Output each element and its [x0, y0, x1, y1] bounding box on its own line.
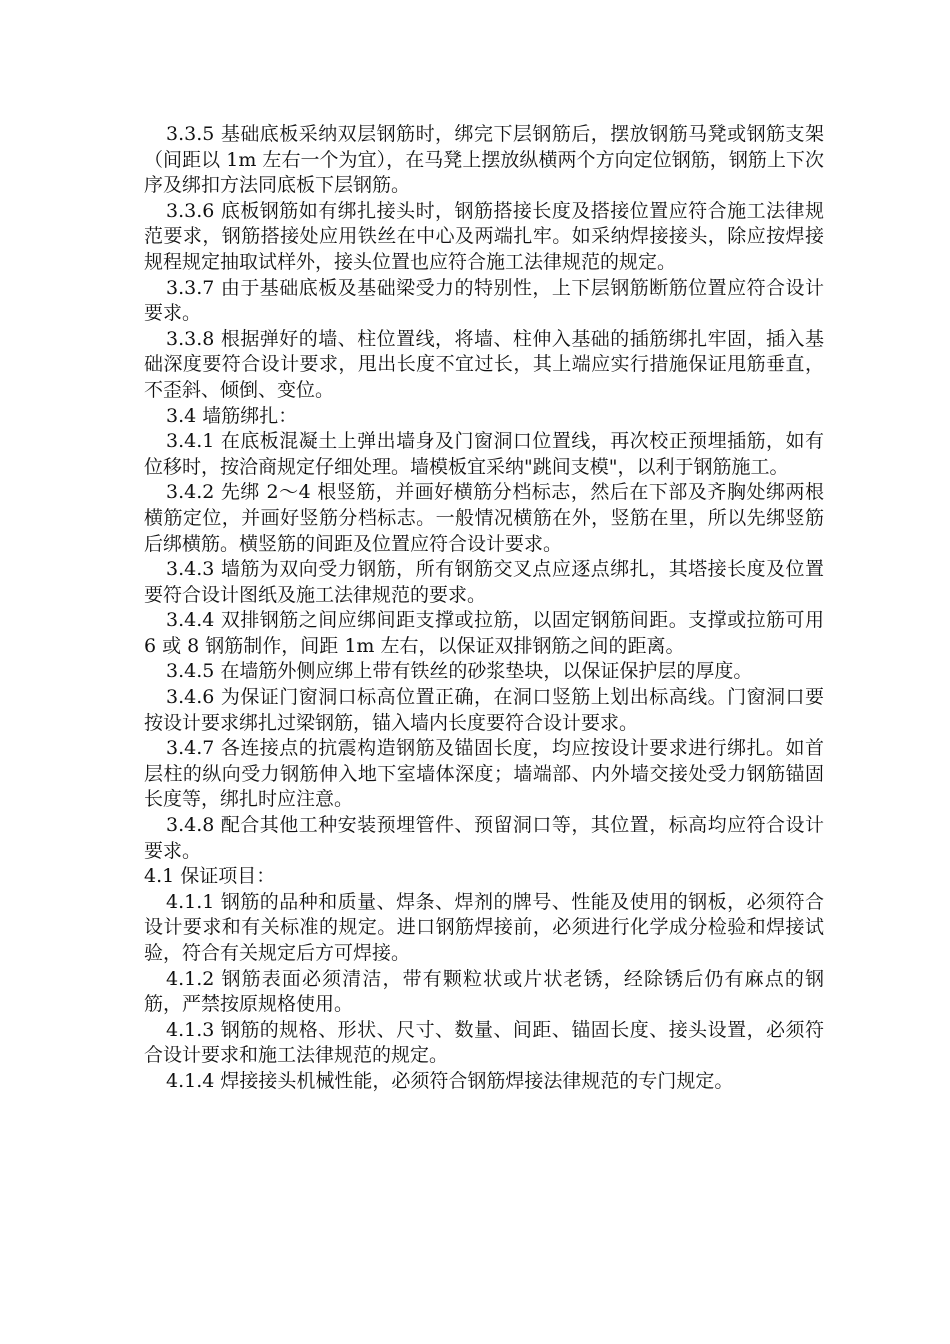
paragraph-3-3-6: 3.3.6 底板钢筋如有绑扎接头时，钢筋搭接长度及搭接位置应符合施工法律规范要求，钢筋搭接处应用铁丝在中心及两端扎牢。如采纳焊接接头，除应按焊接规程规定抽取试样外，接头位置也应符合施工法律规范的规定。 [144, 199, 824, 273]
paragraph-3-3-8: 3.3.8 根据弹好的墙、柱位置线，将墙、柱伸入基础的插筋绑扎牢固，插入基础深度要符合设计要求，甩出长度不宜过长，其上端应实行措施保证甩筋垂直，不歪斜、倾倒、变位。 [144, 327, 824, 401]
paragraph-4-1-1: 4.1.1 钢筋的品种和质量、焊条、焊剂的牌号、性能及使用的钢板，必须符合设计要求和有关标准的规定。进口钢筋焊接前，必须进行化学成分检验和焊接试验，符合有关规定后方可焊接。 [144, 890, 824, 964]
paragraph-3-3-7: 3.3.7 由于基础底板及基础梁受力的特别性，上下层钢筋断筋位置应符合设计要求。 [144, 276, 824, 325]
paragraph-3-4-7: 3.4.7 各连接点的抗震构造钢筋及锚固长度，均应按设计要求进行绑扎。如首层柱的纵向受力钢筋伸入地下室墙体深度；墙端部、内外墙交接处受力钢筋锚固长度等，绑扎时应注意。 [144, 737, 824, 811]
document-body [144, 122, 824, 1095]
paragraph-3-4-8: 3.4.8 配合其他工种安装预埋管件、预留洞口等，其位置，标高均应符合设计要求。 [144, 814, 824, 862]
paragraph-3-4-6: 3.4.6 为保证门窗洞口标高位置正确，在洞口竖筋上划出标高线。门窗洞口要按设计要求绑扎过梁钢筋，锚入墙内长度要符合设计要求。 [144, 686, 824, 734]
paragraph-3-4-5: 3.4.5 在墙筋外侧应绑上带有铁丝的砂浆垫块，以保证保护层的厚度。 [166, 660, 753, 683]
section-heading-4-1: 4.1 保证项目： [144, 865, 276, 888]
paragraph-3-4-4: 3.4.4 双排钢筋之间应绑间距支撑或拉筋，以固定钢筋间距。支撑或拉筋可用 6 或 8 钢筋制作，间距 1m 左右，以保证双排钢筋之间的距离。 [144, 609, 824, 657]
paragraph-4-1-4: 4.1.4 焊接接头机械性能，必须符合钢筋焊接法律规范的专门规定。 [166, 1069, 734, 1092]
section-heading-3-4: 3.4 墙筋绑扎： [166, 404, 298, 427]
paragraph-3-4-2: 3.4.2 先绑 2～4 根竖筋，并画好横筋分档标志，然后在下部及齐胸处绑两根横筋定位，并画好竖筋分档标志。一般情况横筋在外，竖筋在里，所以先绑竖筋后绑横筋。横竖筋的间距及位置应符合设计要求。 [144, 481, 824, 555]
paragraph-3-4-3: 3.4.3 墙筋为双向受力钢筋，所有钢筋交叉点应逐点绑扎，其塔接长度及位置要符合设计图纸及施工法律规范的要求。 [144, 558, 824, 606]
paragraph-3-4-1: 3.4.1 在底板混凝土上弹出墙身及门窗洞口位置线，再次校正预埋插筋，如有位移时，按洽商规定仔细处理。墙模板宜采纳"跳间支模"，以利于钢筋施工。 [144, 430, 824, 478]
paragraph-4-1-3: 4.1.3 钢筋的规格、形状、尺寸、数量、间距、锚固长度、接头设置，必须符合设计要求和施工法律规范的规定。 [144, 1018, 824, 1067]
paragraph-3-3-5: 3.3.5 基础底板采纳双层钢筋时，绑完下层钢筋后，摆放钢筋马凳或钢筋支架（间距以 1m 左右一个为宜），在马凳上摆放纵横两个方向定位钢筋，钢筋上下次序及绑扣方法同底板下层钢筋。 [144, 123, 824, 197]
paragraph-4-1-2: 4.1.2 钢筋表面必须清洁，带有颗粒状或片状老锈，经除锈后仍有麻点的钢筋，严禁按原规格使用。 [144, 967, 824, 1016]
